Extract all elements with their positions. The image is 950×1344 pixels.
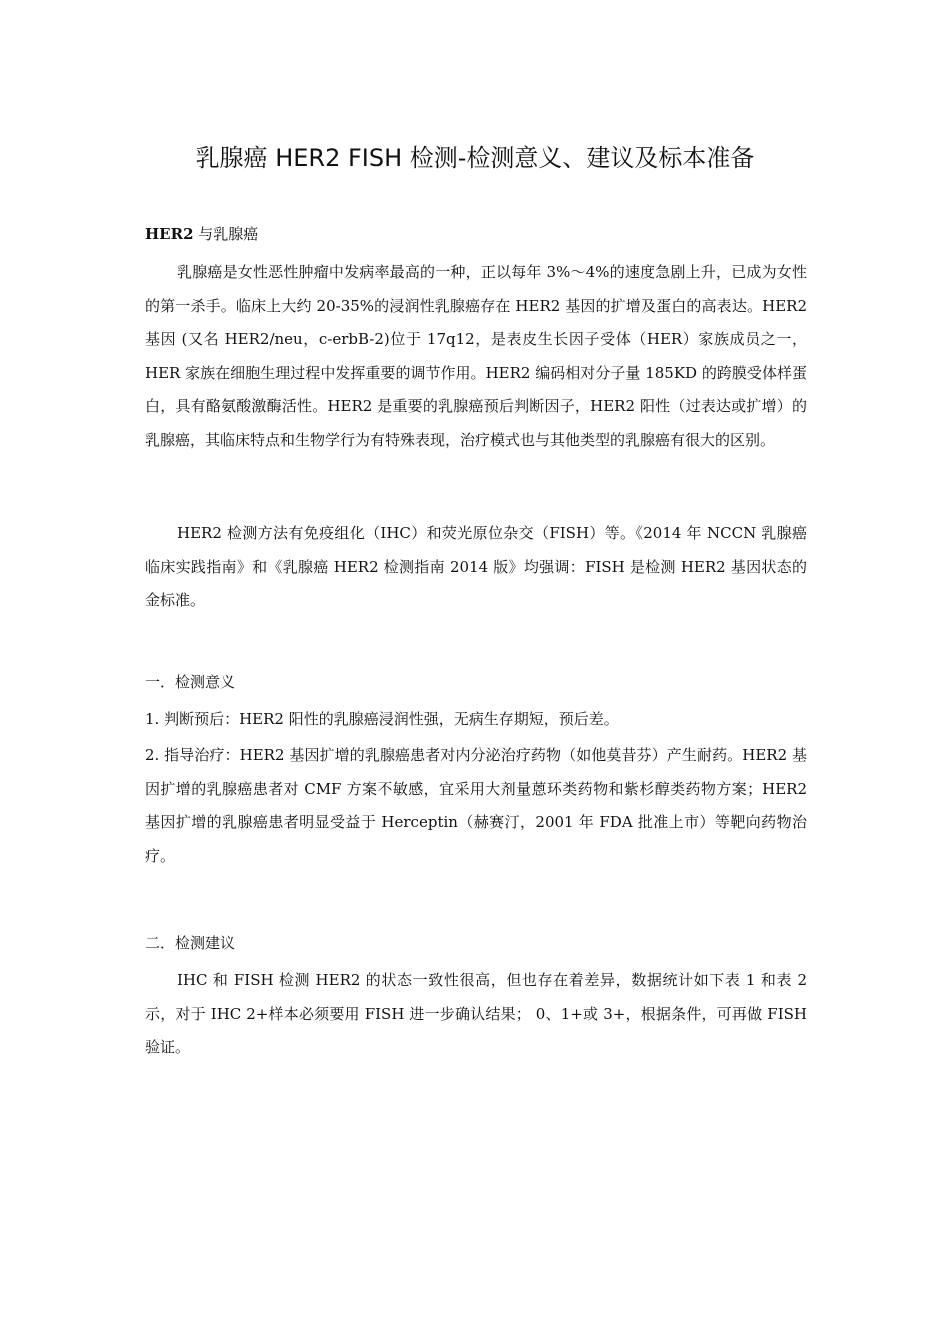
recommendation-paragraph: IHC 和 FISH 检测 HER2 的状态一致性很高，但也存在着差异，数据统计如下表 1 和表 2 示，对于 IHC 2+样本必须要用 FISH 进一步确认结果； 0、1+或 3+，根据条件，可再做 FISH 验证。 — [145, 971, 807, 1057]
document-title: 乳腺癌 HER2 FISH 检测-检测意义、建议及标本准备 — [195, 144, 755, 172]
section-intro-heading — [145, 218, 807, 252]
section-significance-heading: 一．检测意义 — [145, 673, 236, 691]
heading-bold-term: HER2 — [145, 225, 194, 243]
intro-paragraph-2: HER2 检测方法有免疫组化（IHC）和荧光原位杂交（FISH）等。《2014 年 NCCN 乳腺癌临床实践指南》和《乳腺癌 HER2 检测指南 2014 版》均强调：FISH 是检测 HER2 基因状态的金标准。 — [145, 524, 807, 610]
heading-rest: 与乳腺癌 — [193, 225, 259, 243]
section-recommendation-heading: 二．检测建议 — [145, 934, 236, 952]
intro-paragraph-1: 乳腺癌是女性恶性肿瘤中发病率最高的一种，正以每年 3%～4%的速度急剧上升，已成为女性的第一杀手。临床上大约 20-35%的浸润性乳腺癌存在 HER2 基因的扩增及蛋白的高表达。HER2 基因 (又名 HER2/neu，c-erbB-2)位于 17q12，是表皮生长因子受体（HER）家族成员之一，HER 家族在细胞生理过程中发挥重要的调节作用。HER2 编码相对分子量 185KD 的跨膜受体样蛋白，具有酪氨酸激酶活性。HER2 是重要的乳腺癌预后判断因子，HER2 阳性（过表达或扩增）的乳腺癌，其临床特点和生物学行为有特殊表现，治疗模式也与其他类型的乳腺癌有很大的区别。 — [145, 263, 807, 449]
significance-item-2: 2. 指导治疗：HER2 基因扩增的乳腺癌患者对内分泌治疗药物（如他莫昔芬）产生耐药。HER2 基因扩增的乳腺癌患者对 CMF 方案不敏感，宜采用大剂量蒽环类药物和紫杉醇类药物方案；HER2 基因扩增的乳腺癌患者明显受益于 Herceptin（赫赛汀，2001 年 FDA 批准上市）等靶向药物治疗。 — [145, 746, 807, 865]
significance-item-1: 1. 判断预后：HER2 阳性的乳腺癌浸润性强，无病生存期短，预后差。 — [145, 710, 619, 728]
